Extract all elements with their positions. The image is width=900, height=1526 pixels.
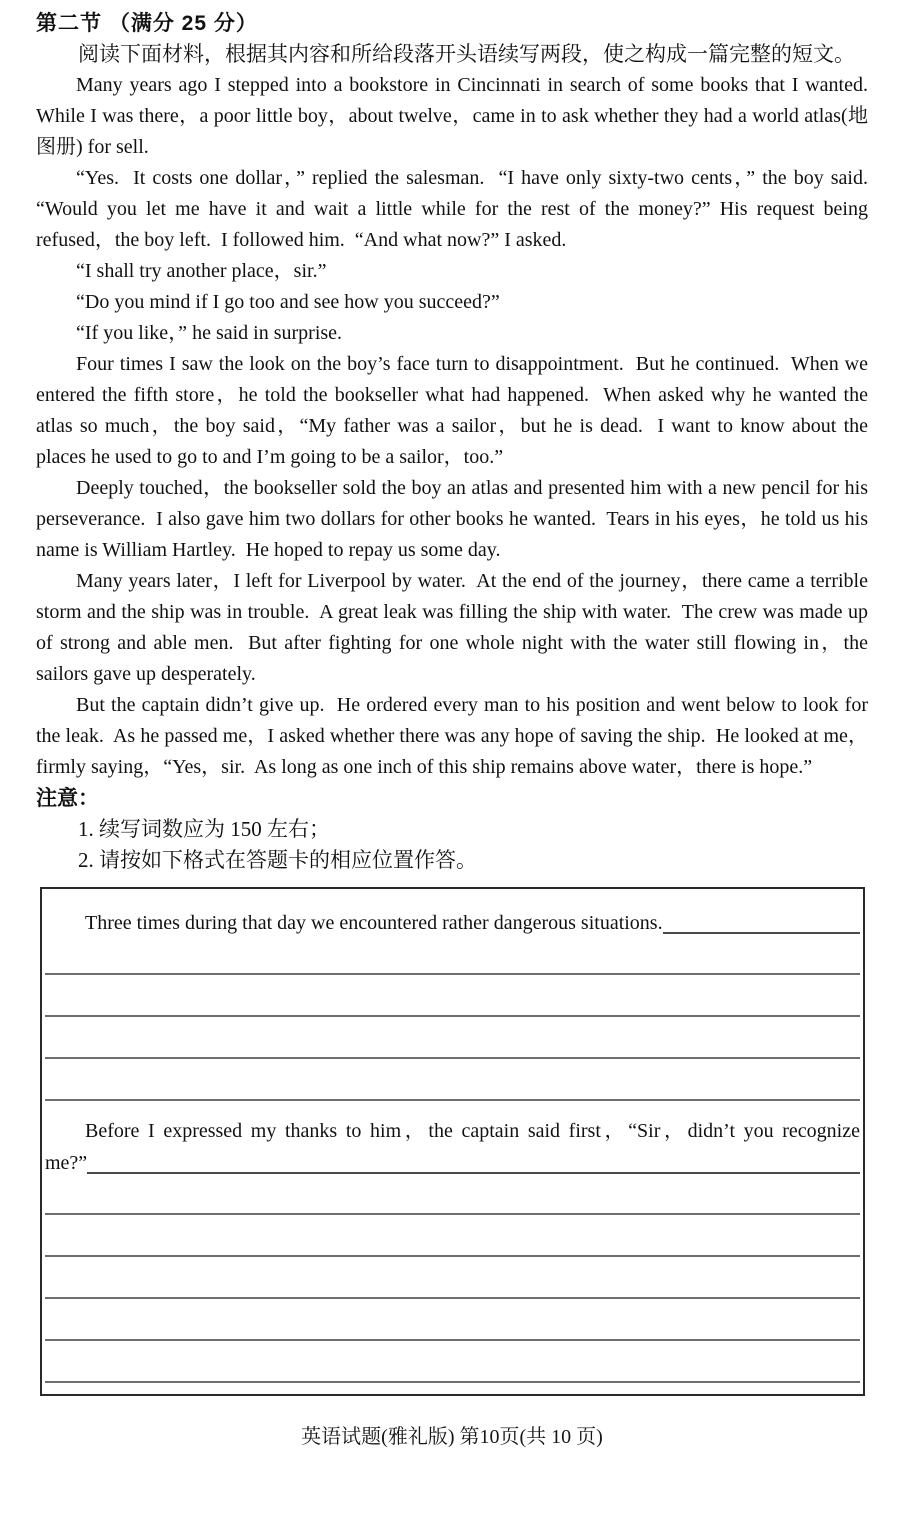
story-paragraph: Four times I saw the look on the boy’s face turn to disappointment. But he continued. When we entered the fifth store，he told the bookseller what had happened. When asked why he wanted the atlas so much，the boy said，“My father was a sailor，but he is dead. I want to know about the places he used to go to and I’m going to be a sailor，too.”	[36, 353, 873, 468]
section-header: 第二节 （满分 25 分）	[36, 12, 258, 35]
instruction-text: 阅读下面材料，根据其内容和所给段落开头语续写两段，使之构成一篇完整的短文。	[78, 42, 855, 66]
story-paragraph: Deeply touched，the bookseller sold the boy an atlas and presented him with a new pencil for his perseverance. I also gave him two dollars for other books he wanted. Tears in his eyes，he told us his name is William Hartley. He hoped to repay us some day.	[36, 477, 873, 561]
prompt2-lead: me?”	[45, 1152, 88, 1174]
writing-line	[45, 1099, 860, 1101]
prompt2-row	[45, 1147, 860, 1179]
note-item-1: 1. 续写词数应为 150 左右；	[78, 817, 330, 841]
note-item-2: 2. 请按如下格式在答题卡的相应位置作答。	[78, 848, 477, 872]
writing-line	[45, 1297, 860, 1299]
writing-line	[45, 1015, 860, 1017]
story-text	[36, 70, 878, 783]
story-paragraph: “If you like，” he said in surprise.	[76, 322, 343, 344]
answer-box	[40, 887, 865, 1396]
writing-line	[45, 1057, 860, 1059]
story-paragraph: “Yes. It costs one dollar，” replied the salesman. “I have only sixty-two cents，” the boy said. “Would you let me have it and wait a little while for the rest of the money?” His request being refused，the boy left. I followed him. “And what now?” I asked.	[36, 167, 878, 251]
story-paragraph: But the captain didn’t give up. He ordered every man to his position and went below to look for the leak. As he passed me，I asked whether there was any hope of saving the ship. He looked at me，firmly saying，“Yes，sir. As long as one inch of this ship remains above water，there is hope.”	[36, 694, 873, 778]
writing-line	[45, 1255, 860, 1257]
prompt2-line1: Before I expressed my thanks to him，the captain said first，“Sir，didn’t you recognize	[85, 1120, 860, 1142]
notes-label: 注意：	[36, 787, 99, 810]
prompt1-row	[45, 907, 860, 939]
prompt1-underline	[663, 932, 860, 934]
story-paragraph: Many years ago I stepped into a bookstore in Cincinnati in search of some books that I wanted. While I was there，a poor little boy，about twelve，came in to ask whether they had a world atlas(地图册) for sell.	[36, 74, 878, 158]
writing-line	[45, 1339, 860, 1341]
writing-line	[45, 973, 860, 975]
prompt2-underline	[87, 1172, 860, 1174]
writing-line	[45, 1381, 860, 1383]
story-paragraph: “Do you mind if I go too and see how you succeed?”	[76, 291, 500, 313]
story-paragraph: “I shall try another place，sir.”	[76, 260, 327, 282]
writing-line	[45, 1213, 860, 1215]
prompt1-text: Three times during that day we encountered rather dangerous situations.	[85, 912, 663, 934]
story-paragraph: Many years later，I left for Liverpool by water. At the end of the journey，there came a terrible storm and the ship was in trouble. A great leak was filling the ship with water. The crew was made up of strong and able men. But after fighting for one whole night with the water still flowing in，the sailors gave up desperately.	[36, 570, 873, 685]
page-footer: 英语试题(雅礼版) 第10页(共 10 页)	[301, 1426, 603, 1448]
